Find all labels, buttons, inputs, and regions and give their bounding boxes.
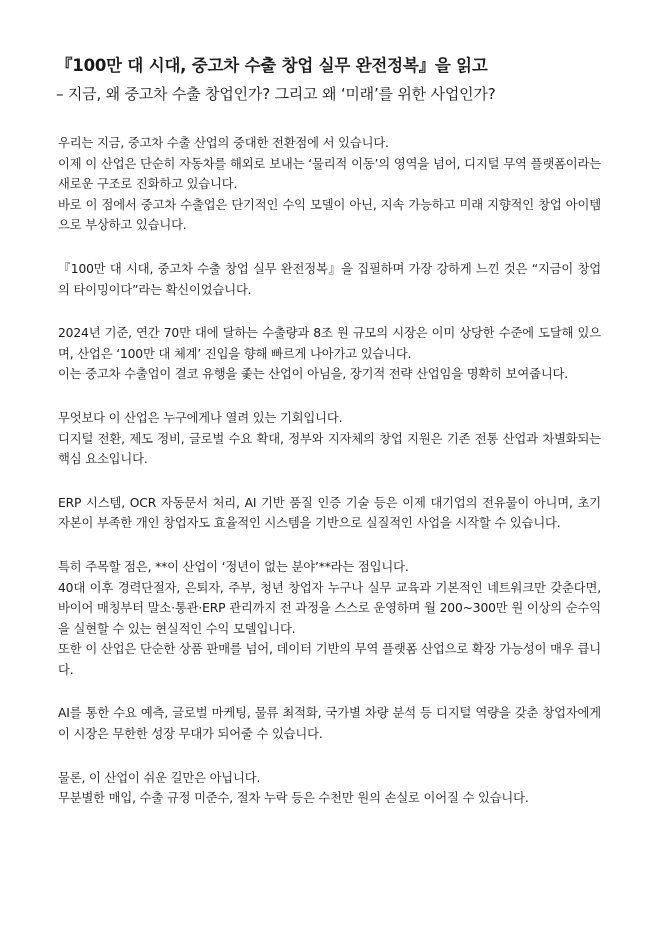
paragraph-line: 또한 이 산업은 단순한 상품 판매를 넘어, 데이터 기반의 무역 플랫폼 산업으로 확장 가능성이 매우 큽니다. bbox=[58, 642, 601, 677]
paragraph bbox=[58, 557, 601, 681]
paragraph-line: 바로 이 점에서 중고차 수출업은 단기적인 수익 모델이 아닌, 지속 가능하고 미래 지향적인 창업 아이템으로 부상하고 있습니다. bbox=[58, 197, 601, 233]
paragraph bbox=[58, 133, 601, 236]
paragraph bbox=[58, 493, 601, 534]
paragraph-line: 무엇보다 이 산업은 누구에게나 열려 있는 기회입니다. bbox=[58, 410, 343, 425]
paragraph bbox=[58, 703, 601, 744]
paragraph-line: 디지털 전환, 제도 정비, 글로벌 수요 확대, 정부와 지자체의 창업 지원은 기존 전통 산업과 차별화되는 핵심 요소입니다. bbox=[58, 431, 601, 467]
paragraph-line: 무분별한 매입, 수출 규정 미준수, 절차 누락 등은 수천만 원의 손실로 이어질 수 있습니다. bbox=[58, 791, 529, 806]
paragraph-line: 2024년 기준, 연간 70만 대에 달하는 수출량과 8조 원 규모의 시장은 이미 상당한 수준에 도달해 있으며, 산업은 ‘100만 대 체계’ 진입을 향해 빠르게 나아가고 있습니다. bbox=[58, 326, 601, 361]
paragraph bbox=[58, 323, 601, 385]
paragraph bbox=[58, 408, 601, 470]
paragraph-line: 『100만 대 시대, 중고차 수출 창업 실무 완전정복』을 집필하며 가장 강하게 느낀 것은 “지금이 창업의 타이밍이다”라는 확신이었습니다. bbox=[58, 261, 601, 297]
paragraph-line: 물론, 이 산업이 쉬운 길만은 아닙니다. bbox=[58, 770, 261, 785]
paragraph-line: ERP 시스템, OCR 자동문서 처리, AI 기반 품질 인증 기술 등은 이제 대기업의 전유물이 아니며, 초기 자본이 부족한 개인 창업자도 효율적인 시스템을 기반으로 실질적인 사업을 시작할 수 있습니다. bbox=[58, 495, 601, 531]
document-subtitle: – 지금, 왜 중고차 수출 창업인가? 그리고 왜 ‘미래’를 위한 사업인가? bbox=[56, 85, 496, 103]
paragraph bbox=[58, 259, 601, 300]
document-title: 『100만 대 시대, 중고차 수출 창업 실무 완전정복』을 읽고 bbox=[56, 56, 488, 75]
paragraph-line: 특히 주목할 점은, **이 산업이 ‘정년이 없는 분야’**라는 점입니다. bbox=[58, 559, 409, 574]
paragraph-line: 우리는 지금, 중고차 수출 산업의 중대한 전환점에 서 있습니다. bbox=[58, 136, 389, 150]
paragraph-line: 이는 중고차 수출업이 결코 유행을 좇는 산업이 아님을, 장기적 전략 산업임을 명확히 보여줍니다. bbox=[58, 367, 569, 382]
paragraph-line: 이제 이 산업은 단순히 자동차를 해외로 보내는 ‘물리적 이동’의 영역을 넘어, 디지털 무역 플랫폼이라는 새로운 구조로 진화하고 있습니다. bbox=[58, 156, 601, 192]
paragraph-line: AI를 통한 수요 예측, 글로벌 마케팅, 물류 최적화, 국가별 차량 분석 등 디지털 역량을 갖춘 창업자에게 이 시장은 무한한 성장 무대가 되어줄 수 있습니다. bbox=[58, 706, 601, 742]
paragraph bbox=[58, 768, 601, 809]
document-body bbox=[58, 133, 601, 832]
paragraph-line: 40대 이후 경력단절자, 은퇴자, 주부, 청년 창업자 누구나 실무 교육과 기본적인 네트워크만 갖춘다면, 바이어 매칭부터 말소·통관·ERP 관리까지 전 과정을 스스로 운영하며 월 200~300만 원 이상의 순수익을 실현할 수 있는 현실적인 수익 모델입니다. bbox=[58, 580, 601, 636]
